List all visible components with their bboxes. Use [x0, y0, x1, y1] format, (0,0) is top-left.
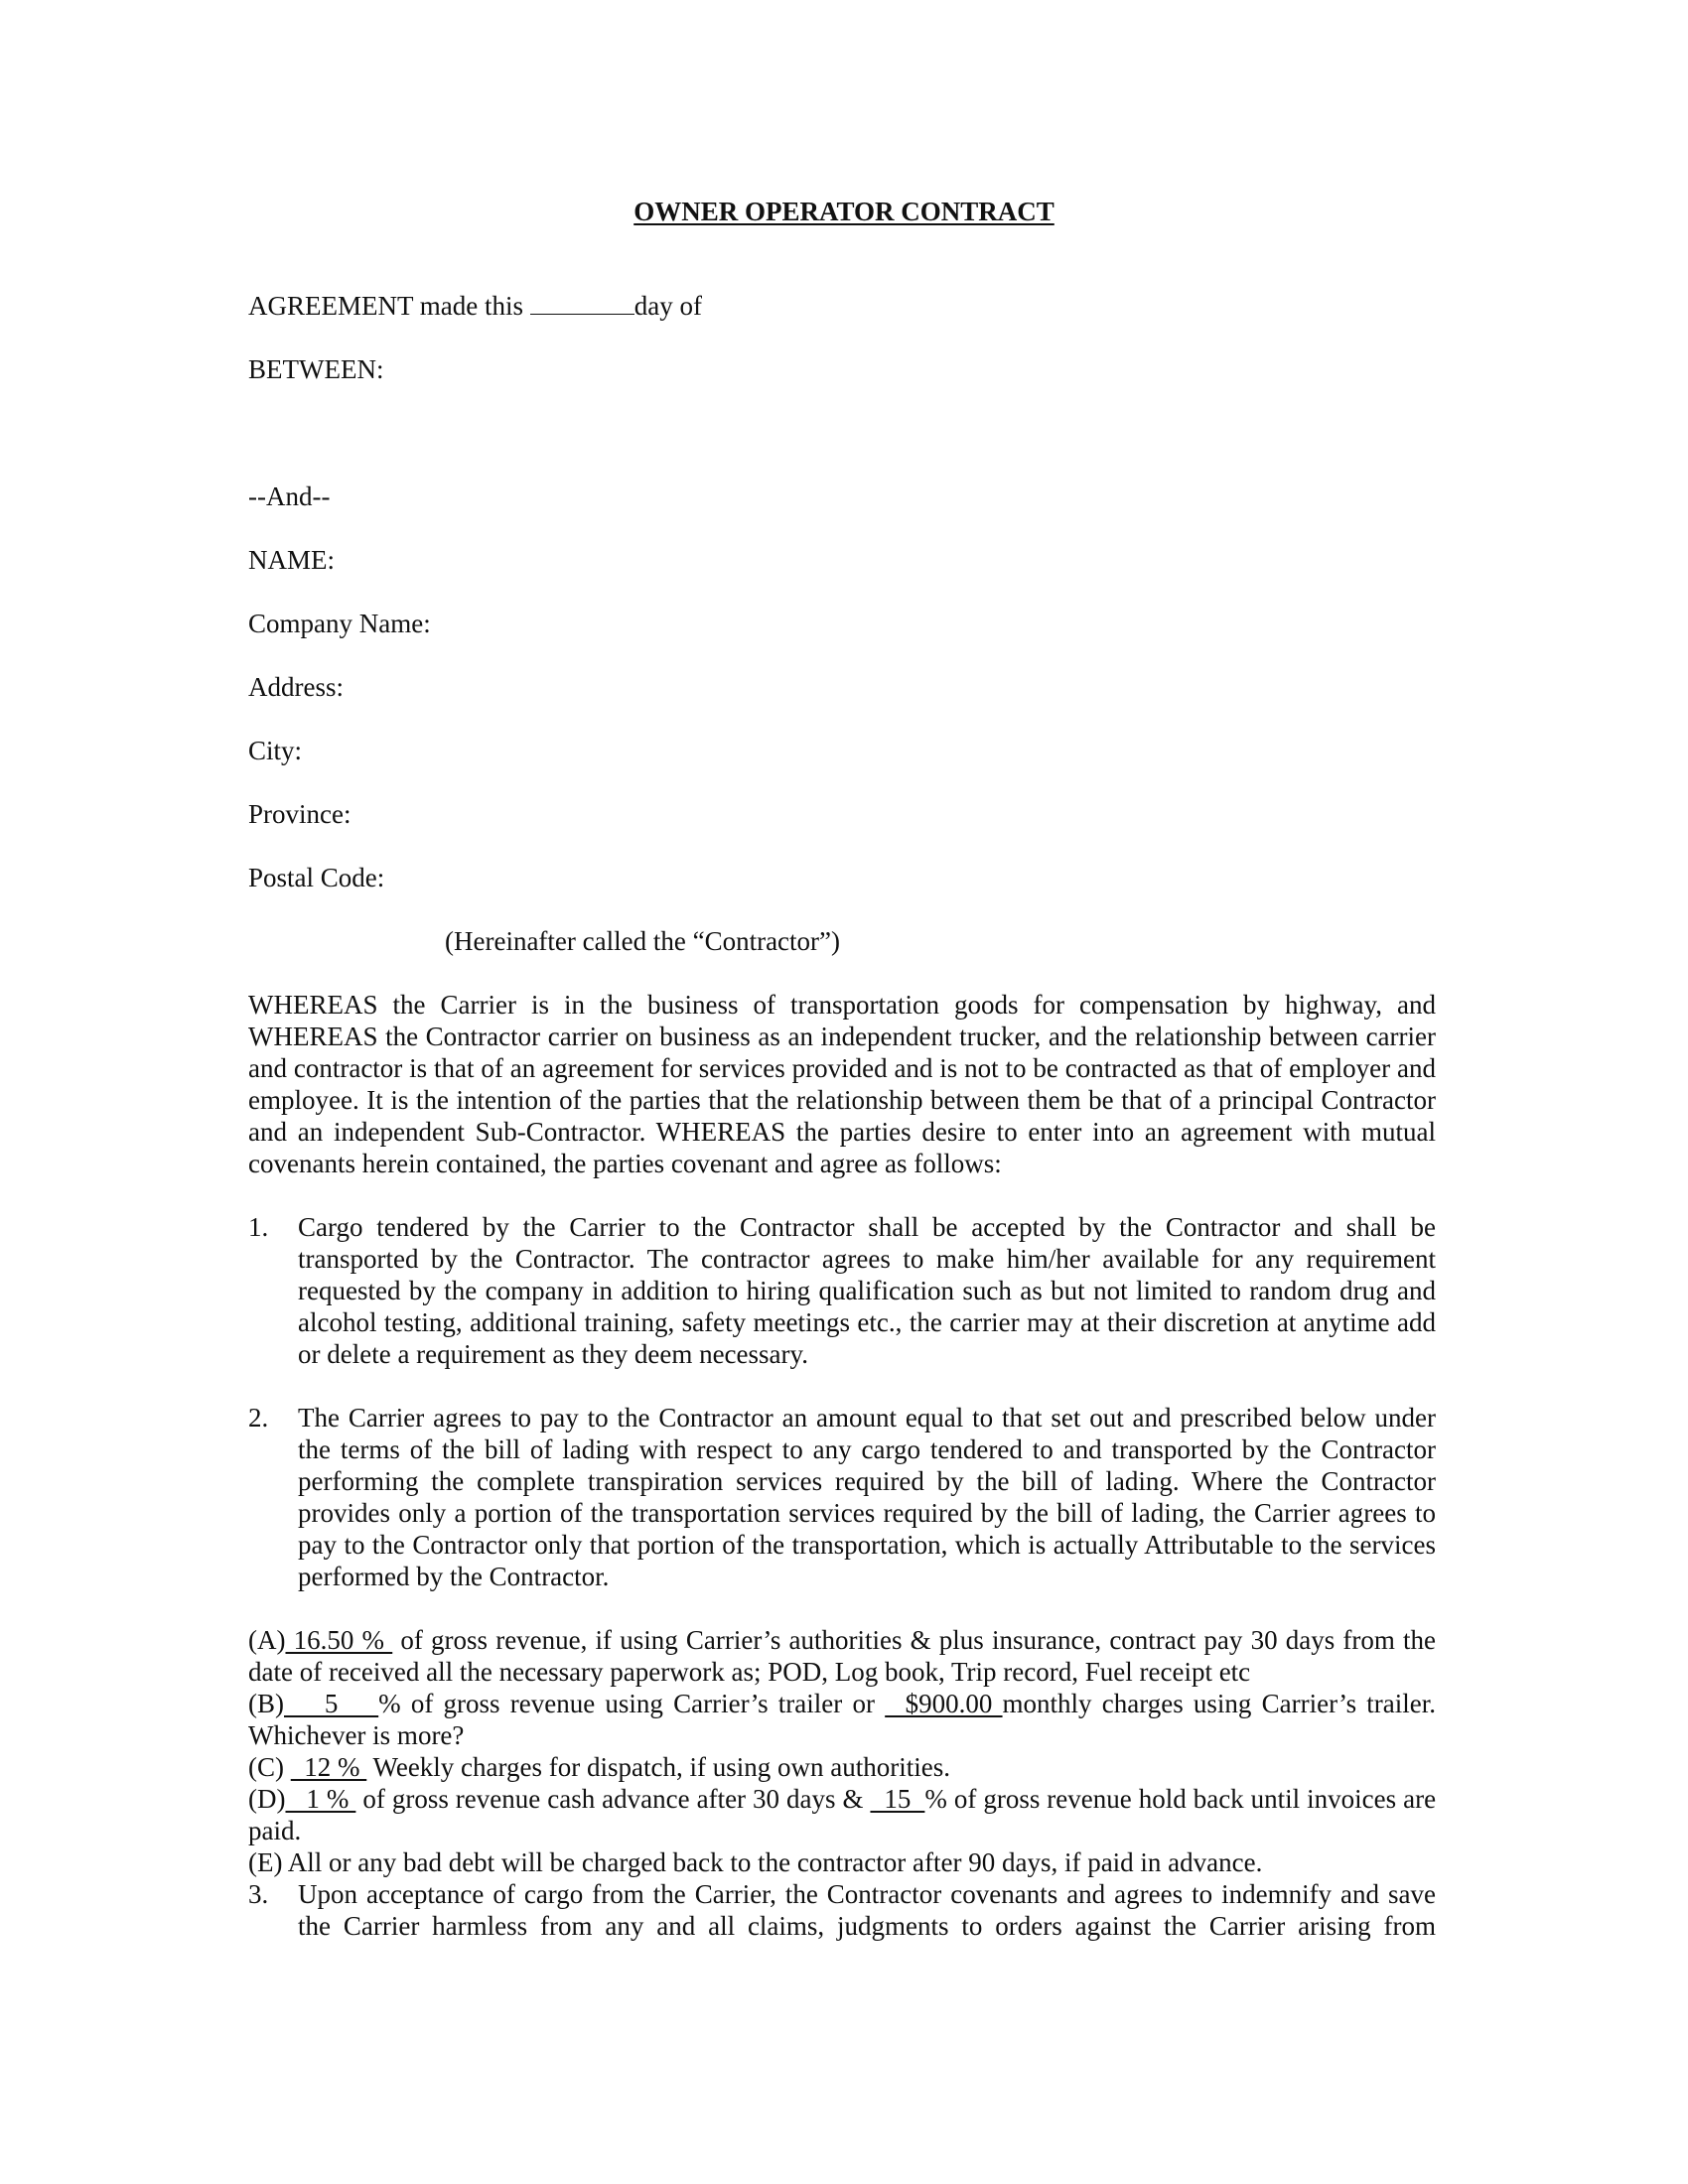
term-b	[248, 1688, 1436, 1751]
agreement-day-blank[interactable]	[530, 294, 634, 315]
term-text: monthly charges using Carrier’s trailer. Whichever is more?	[248, 1689, 1437, 1750]
postal-code-field-label: Postal Code:	[248, 863, 385, 892]
clause-3	[248, 1878, 1436, 1942]
term-text: % of gross revenue hold back until invoices are paid.	[248, 1784, 1437, 1845]
clause-number: 2.	[248, 1403, 269, 1433]
term-a	[248, 1624, 1436, 1688]
term-label: (A)	[248, 1625, 286, 1655]
term-d-holdback-percent: 15	[870, 1784, 925, 1814]
city-field-label: City:	[248, 736, 303, 765]
term-b-percent: 5	[284, 1689, 379, 1718]
name-field-label: NAME:	[248, 545, 335, 575]
clause-1	[248, 1211, 1436, 1370]
term-d	[248, 1783, 1436, 1846]
province-field-label: Province:	[248, 799, 352, 829]
clause-text: The Carrier agrees to pay to the Contractor an amount equal to that set out and prescribed below under the terms of the bill of lading with respect to any cargo tendered to and transported by the Contractor performing the complete transpiration services required by the bill of lading. Where the Contractor provides only a portion of the transportation services required by the bill of lading, the Carrier agrees to pay to the Contractor only that portion of the transportation, which is actually Attributable to the services performed by the Contractor.	[298, 1403, 1436, 1591]
hereinafter-note: (Hereinafter called the “Contractor”)	[445, 926, 841, 956]
term-e: (E) All or any bad debt will be charged back to the contractor after 90 days, if paid in advance.	[248, 1847, 1263, 1877]
company-field-label: Company Name:	[248, 609, 431, 638]
between-label: BETWEEN:	[248, 354, 384, 384]
clause-number: 1.	[248, 1212, 269, 1242]
agreement-prefix: AGREEMENT made this	[248, 291, 523, 321]
term-text: % of gross revenue using Carrier’s trailer or	[378, 1689, 875, 1718]
and-separator: --And--	[248, 481, 331, 511]
term-text: of gross revenue, if using Carrier’s authorities & plus insurance, contract pay 30 days from the date of received all the necessary paperwork as; POD, Log book, Trip record, Fuel receipt etc	[248, 1625, 1437, 1687]
address-field-label: Address:	[248, 672, 344, 702]
term-text: of gross revenue cash advance after 30 days &	[362, 1784, 864, 1814]
whereas-paragraph: WHEREAS the Carrier is in the business of transportation goods for compensation by highway, and WHEREAS the Contractor carrier on business as an independent trucker, and the relationship between carrier and contractor is that of an agreement for services provided and is not to be contracted as that of employer and employee. It is the intention of the parties that the relationship between them be that of a principal Contractor and an independent Sub-Contractor. WHEREAS the parties desire to enter into an agreement with mutual covenants herein contained, the parties covenant and agree as follows:	[248, 990, 1436, 1178]
clause-text: Cargo tendered by the Carrier to the Contractor shall be accepted by the Contractor and shall be transported by the Contractor. The contractor agrees to make him/her available for any requirement requested by the company in addition to hiring qualification such as but not limited to random drug and alcohol testing, additional training, safety meetings etc., the carrier may at their discretion at anytime add or delete a requirement as they deem necessary.	[298, 1212, 1436, 1369]
page-title: OWNER OPERATOR CONTRACT	[633, 197, 1055, 226]
term-label: (D)	[248, 1784, 286, 1814]
clause-text: Upon acceptance of cargo from the Carrier, the Contractor covenants and agrees to indemnify and save the Carrier harmless from any and all claims, judgments to orders against the Carrier arising from	[298, 1879, 1436, 1941]
term-c	[248, 1751, 1436, 1783]
term-b-monthly-charge: $900.00	[885, 1689, 1003, 1718]
agreement-line	[248, 290, 702, 322]
term-c-percent: 12 %	[290, 1752, 367, 1782]
term-label: (B)	[248, 1689, 284, 1718]
clause-2	[248, 1402, 1436, 1592]
term-text: Weekly charges for dispatch, if using own authorities.	[372, 1752, 950, 1782]
term-a-percent: 16.50 %	[285, 1625, 393, 1655]
agreement-suffix: day of	[633, 291, 702, 321]
term-label: (C)	[248, 1752, 284, 1782]
clause-number: 3.	[248, 1879, 269, 1909]
term-d-advance-percent: 1 %	[285, 1784, 356, 1814]
